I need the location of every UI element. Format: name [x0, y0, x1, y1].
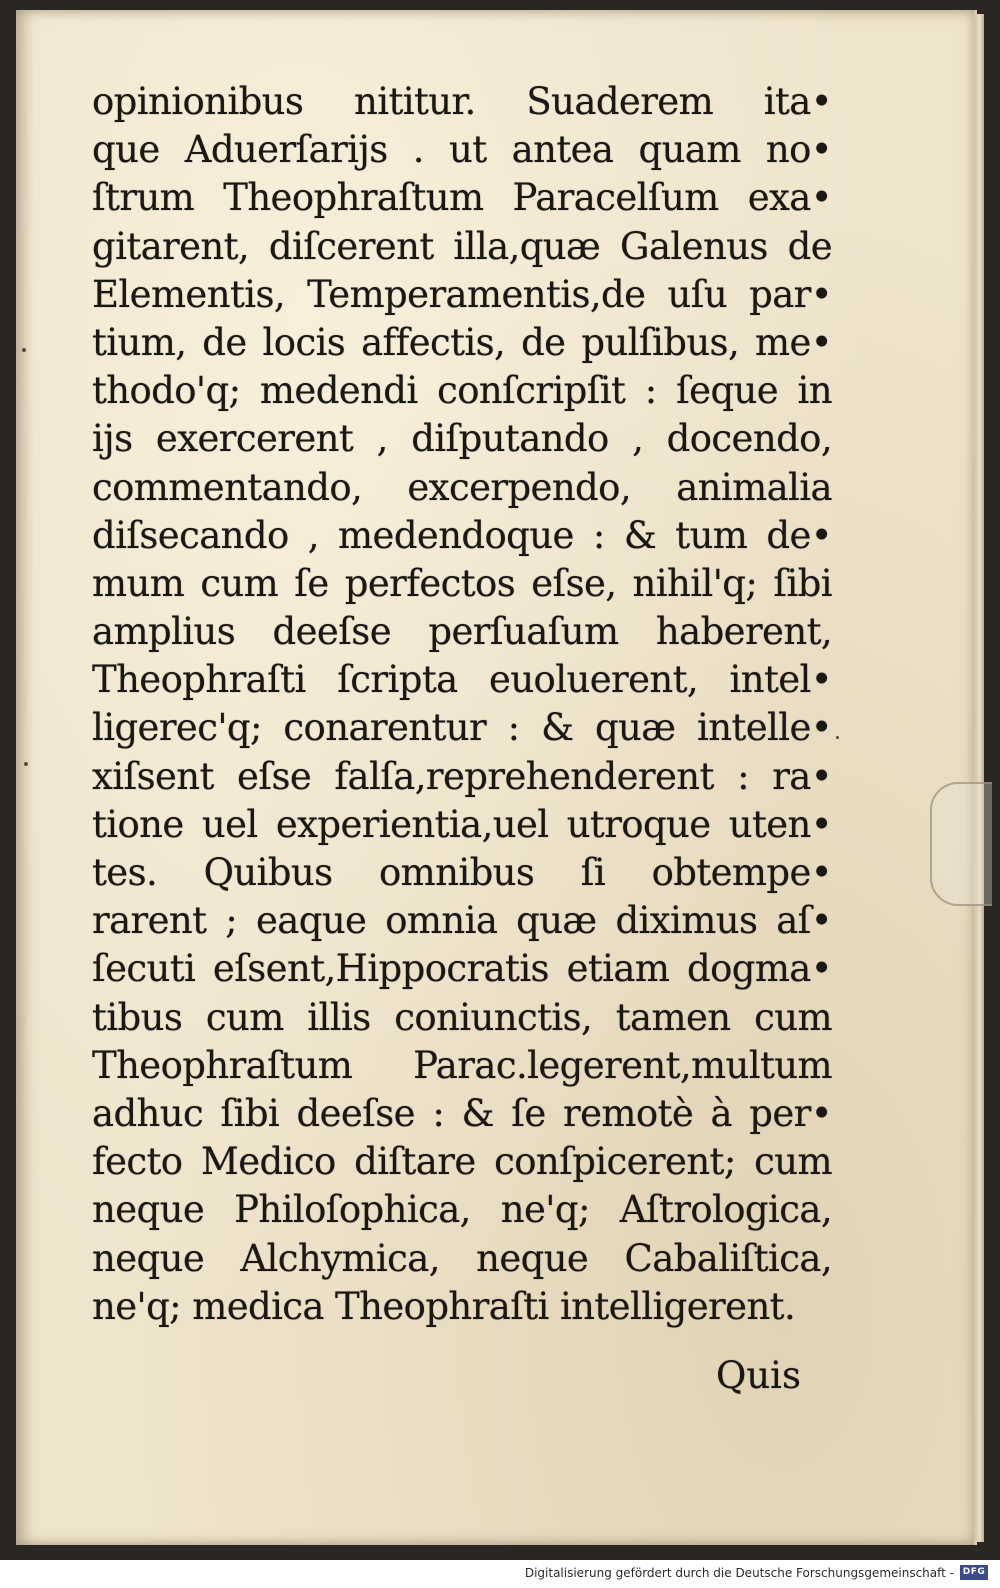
- text-line: ne'q; medica Theophraſti intelligerent.: [92, 1284, 796, 1328]
- page-speck: [24, 762, 28, 766]
- page-edge: [974, 14, 984, 1542]
- text-line: amplius deeſse perſuaſum haberent,: [92, 610, 832, 654]
- text-line: neque Philoſophica, ne'q; Aſtrologica,: [92, 1188, 832, 1232]
- page-speck: [836, 736, 839, 739]
- text-line: ijs exercerent , diſputando , docendo,: [92, 417, 832, 461]
- text-line: tione uel experientia,uel utroque uten•: [92, 802, 832, 846]
- body-text: [92, 78, 832, 1331]
- text-line: adhuc ſibi deeſse : & ſe remotè à per•: [92, 1091, 832, 1135]
- page-speck: [22, 348, 26, 352]
- catchword: Quis: [716, 1354, 801, 1397]
- text-line: opinionibus nititur. Suaderem ita•: [92, 80, 832, 123]
- dfg-logo: DFG: [960, 1565, 988, 1580]
- text-line: tium, de locis affectis, de pulſibus, me•: [92, 320, 832, 364]
- text-line: ligerec'q; conarentur : & quæ intelle•: [92, 706, 832, 750]
- text-line: rarent ; eaque omnia quæ diximus aſ•: [92, 899, 832, 943]
- text-line: Theophraſti ſcripta euoluerent, intel•: [92, 658, 832, 702]
- text-line: Theophraſtum Parac.legerent,multum: [92, 1043, 832, 1087]
- text-line: neque Alchymica, neque Cabaliſtica,: [92, 1236, 832, 1280]
- text-line: tes. Quibus omnibus ſi obtempe•: [92, 851, 832, 894]
- text-line: diſsecando , medendoque : & tum de•: [92, 513, 832, 557]
- text-line: ſtrum Theophraſtum Paracelſum exa•: [92, 176, 832, 220]
- text-line: tibus cum illis coniunctis, tamen cum: [92, 995, 832, 1039]
- text-line: Elementis, Temperamentis,de uſu par•: [92, 272, 832, 316]
- text-line: gitarent, diſcerent illa,quæ Galenus de: [92, 224, 832, 268]
- text-line: mum cum ſe perfectos eſse, nihil'q; ſibi: [92, 561, 832, 605]
- funding-notice: Digitalisierung gefördert durch die Deutsche Forschungsgemeinschaft -: [524, 1566, 954, 1580]
- text-line: xiſsent eſse falſa,reprehenderent : ra•: [92, 754, 832, 798]
- text-line: thodo'q; medendi conſcripſit : ſeque in: [92, 369, 832, 413]
- footer-bar: [0, 1560, 1000, 1588]
- text-line: que Aduerſarijs . ut antea quam no•: [92, 128, 832, 172]
- scanner-clip: [930, 782, 992, 906]
- text-line: commentando, excerpendo, animalia: [92, 465, 832, 509]
- text-line: fecto Medico diſtare conſpicerent; cum: [92, 1140, 832, 1184]
- text-line: ſecuti eſsent,Hippocratis etiam dogma•: [92, 947, 832, 991]
